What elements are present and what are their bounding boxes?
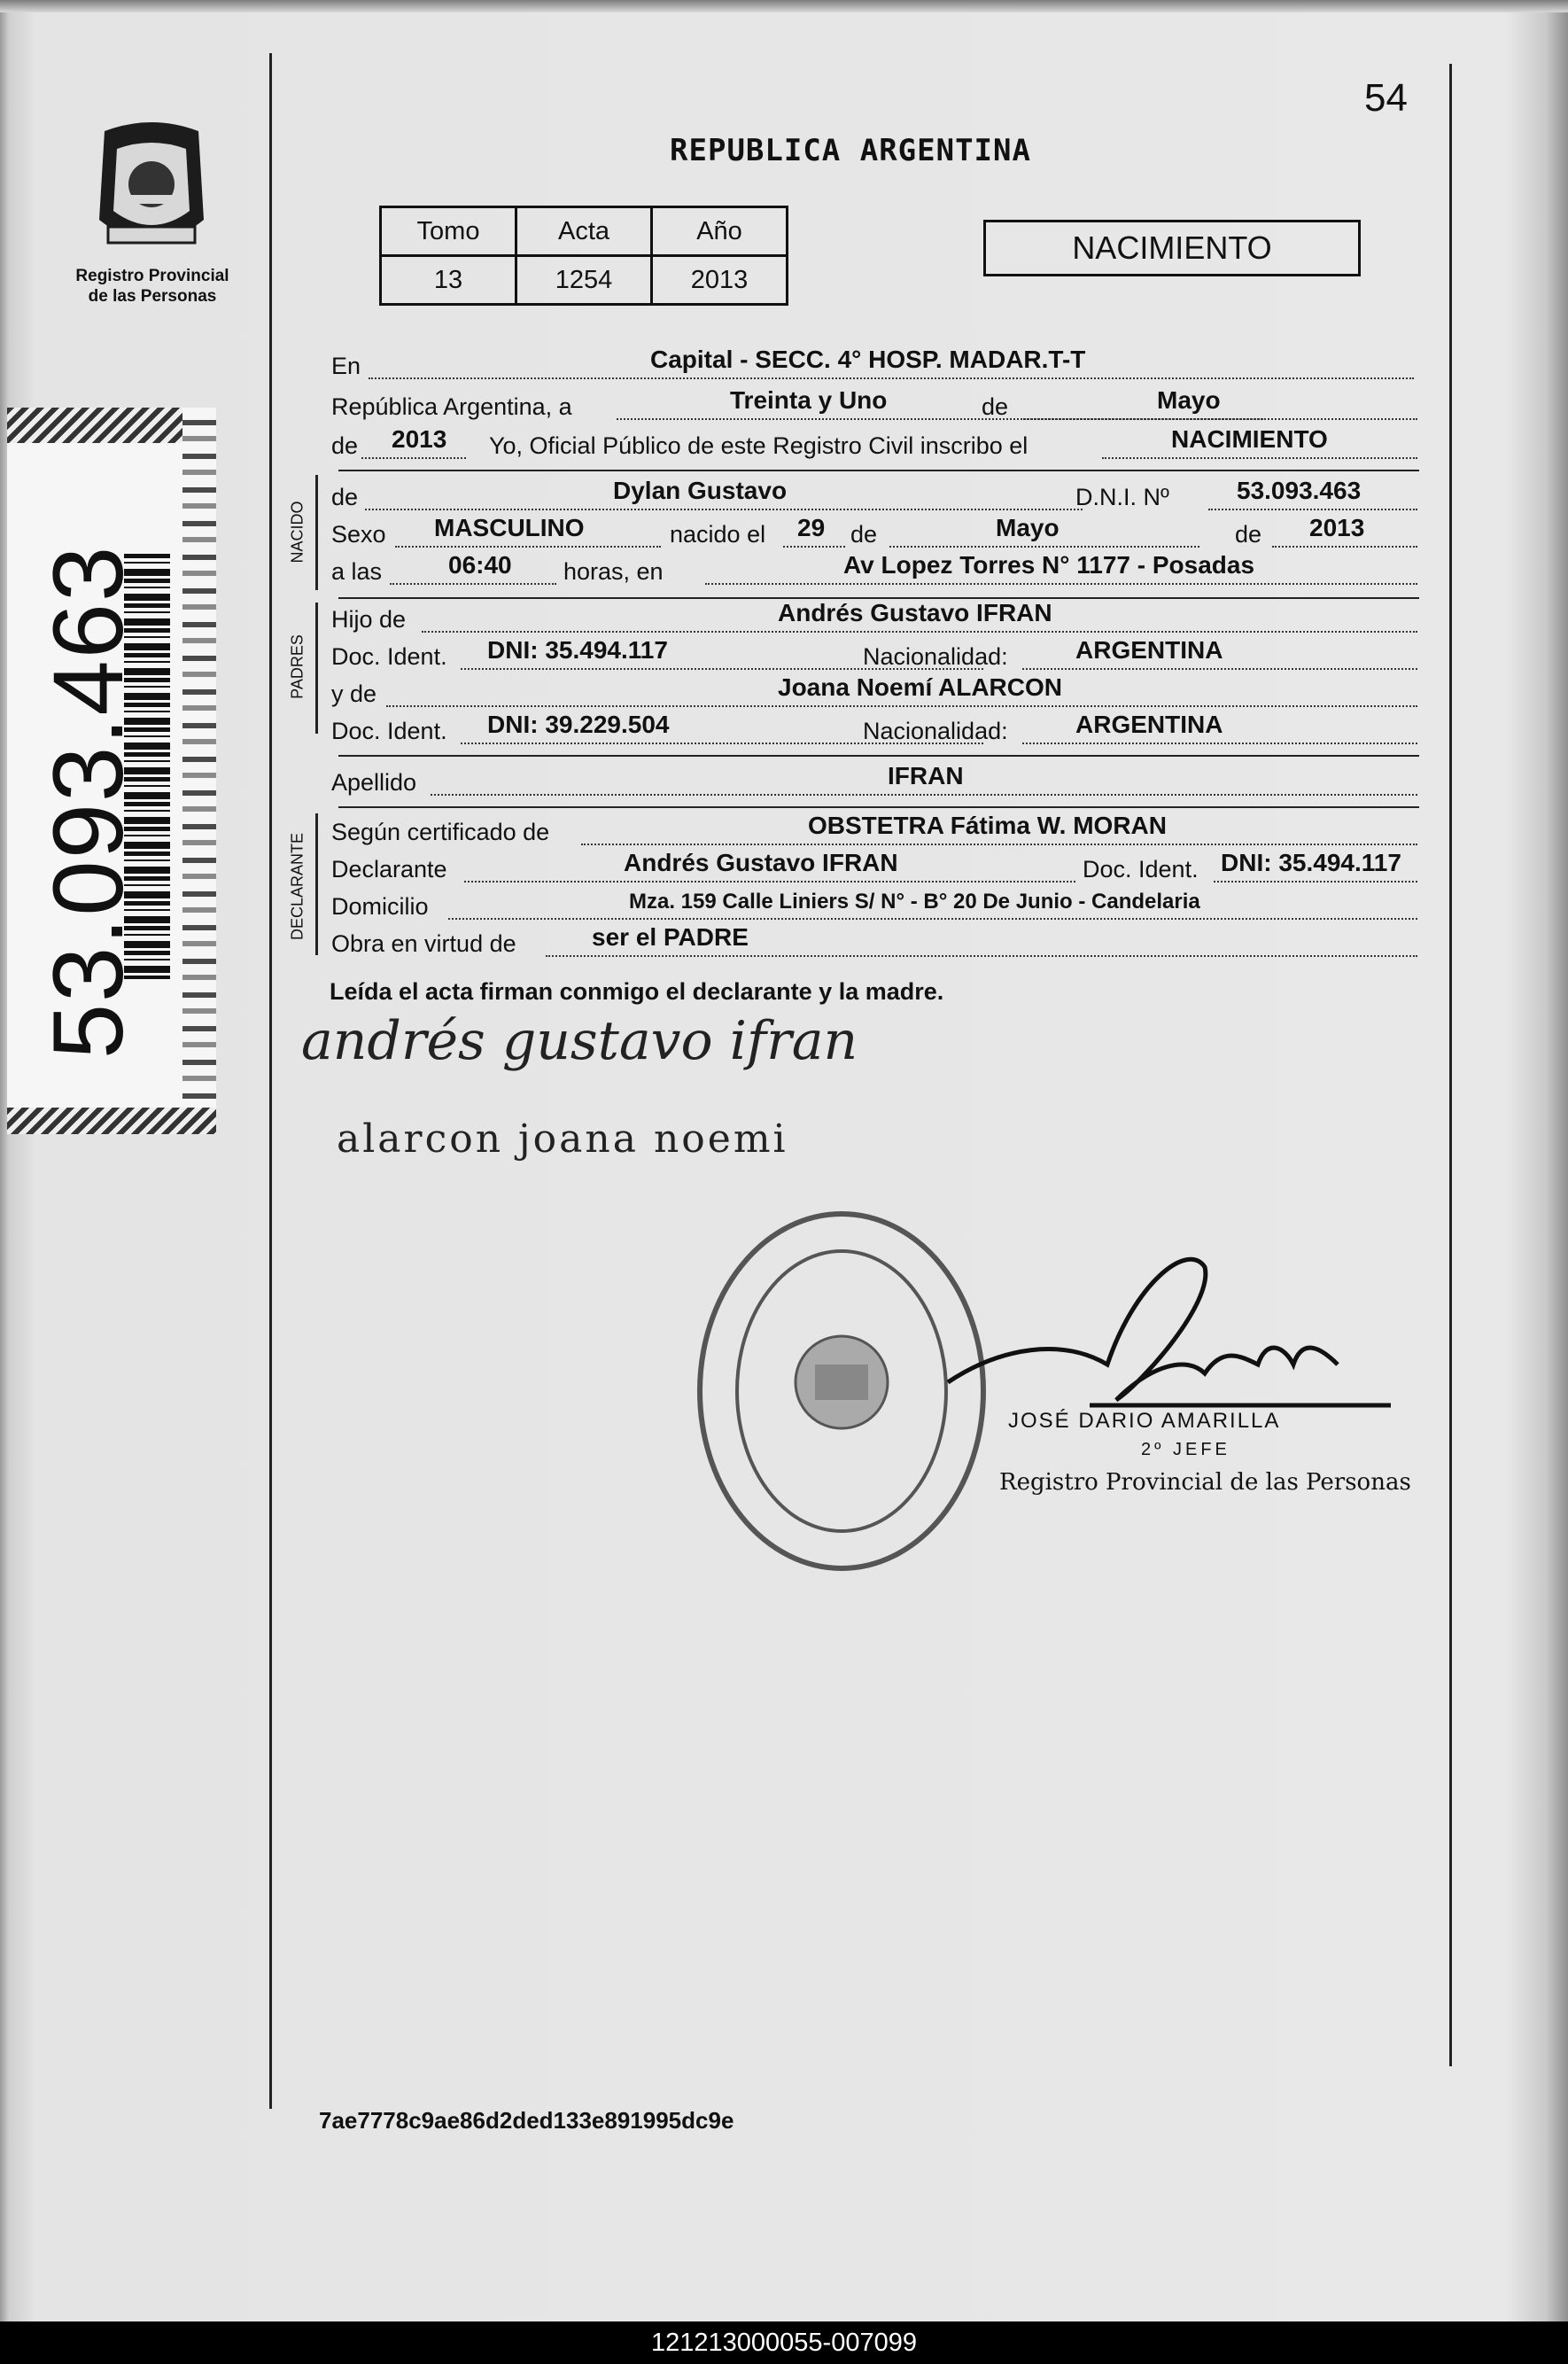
dots <box>889 546 1199 548</box>
header-tomo: Tomo <box>381 207 516 256</box>
value-nacionalidad-madre: ARGENTINA <box>1075 711 1223 738</box>
value-domicilio: Mza. 159 Calle Liniers S/ N° - B° 20 De Junio - Candelaria <box>629 890 1200 914</box>
section-padres: PADRES <box>288 634 307 699</box>
value-apellido: IFRAN <box>888 762 964 789</box>
dots <box>1214 881 1417 883</box>
label-obra: Obra en virtud de <box>331 930 516 957</box>
officer-office: Registro Provincial de las Personas <box>999 1469 1411 1496</box>
label-horas-en: horas, en <box>563 558 664 585</box>
dots <box>448 918 1417 920</box>
footer-id: 121213000055-007099 <box>651 2328 917 2357</box>
label-doc-madre: Doc. Ident. <box>331 718 447 744</box>
record-type-box: NACIMIENTO <box>983 220 1361 276</box>
value-birth-day: 29 <box>797 514 826 541</box>
dots <box>546 955 1417 957</box>
label-dni: D.N.I. Nº <box>1075 484 1169 510</box>
record-table <box>379 206 788 306</box>
divider <box>338 470 1419 471</box>
value-sexo: MASCULINO <box>434 514 585 541</box>
field-sexo <box>331 516 1417 551</box>
value-year: 2013 <box>392 425 447 453</box>
field-hora <box>331 553 1417 588</box>
top-shadow <box>0 0 1568 12</box>
page-number: 54 <box>1364 76 1408 120</box>
field-y-de <box>331 675 1417 711</box>
dots <box>1022 668 1417 670</box>
value-day: Treinta y Uno <box>730 386 888 414</box>
label-hora: a las <box>331 558 383 585</box>
field-doc-madre <box>331 712 1417 748</box>
label-doc-declarante: Doc. Ident. <box>1083 856 1199 883</box>
dots <box>705 583 1417 585</box>
dots <box>1021 418 1417 420</box>
label-de-year: de <box>331 432 359 459</box>
value-doc-madre: DNI: 39.229.504 <box>487 711 670 738</box>
section-declarante: DECLARANTE <box>288 832 307 941</box>
field-apellido <box>331 764 1417 799</box>
header-anio: Año <box>652 207 788 256</box>
sticker-number: 53.093.463 <box>33 544 144 1060</box>
dots <box>386 705 1417 707</box>
field-nombre <box>331 478 1417 514</box>
value-doc-declarante: DNI: 35.494.117 <box>1221 849 1401 876</box>
field-domicilio <box>331 888 1417 923</box>
dots <box>361 457 466 459</box>
label-y-de: y de <box>331 680 377 707</box>
field-declarante <box>331 851 1417 886</box>
officer-name: JOSÉ DARIO AMARILLA <box>1008 1409 1281 1433</box>
divider <box>338 755 1419 757</box>
left-margin-line <box>269 53 272 2109</box>
declarante-line <box>315 813 318 955</box>
officer-signature-icon <box>930 1232 1400 1427</box>
sticker-side-border <box>182 408 216 1134</box>
label-apellido: Apellido <box>331 769 417 796</box>
registry-name <box>53 266 252 307</box>
field-en <box>331 347 1417 383</box>
value-certificado: OBSTETRA Fátima W. MORAN <box>808 812 1167 839</box>
label-hijo-de: Hijo de <box>331 606 407 633</box>
sticker-bottom-border <box>7 1108 216 1134</box>
value-nacionalidad-padre: ARGENTINA <box>1075 636 1223 664</box>
value-hora: 06:40 <box>448 551 512 579</box>
value-inscribed: NACIMIENTO <box>1171 425 1328 453</box>
dots <box>783 546 845 548</box>
label-de-birth-year: de <box>1235 521 1262 548</box>
signature-madre: alarcon joana noemi <box>337 1116 788 1162</box>
dots <box>1102 457 1417 459</box>
registry-seal-icon <box>87 113 216 262</box>
field-year <box>331 427 1417 463</box>
header-acta: Acta <box>516 207 652 256</box>
label-doc-padre: Doc. Ident. <box>331 643 447 670</box>
field-hijo-de <box>331 601 1417 636</box>
section-nacido: NACIDO <box>288 501 307 564</box>
dots <box>422 631 1417 633</box>
field-republica <box>331 388 1417 424</box>
value-birth-year: 2013 <box>1309 514 1365 541</box>
value-acta: 1254 <box>516 256 652 305</box>
label-de-month: de <box>850 521 878 548</box>
value-madre: Joana Noemí ALARCON <box>778 673 1063 701</box>
label-de: de <box>982 393 1009 420</box>
value-declarante: Andrés Gustavo IFRAN <box>624 849 898 876</box>
value-anio: 2013 <box>652 256 788 305</box>
document-hash: 7ae7778c9ae86d2ded133e891995dc9e <box>319 2107 734 2134</box>
dots <box>365 509 1083 510</box>
value-month: Mayo <box>1157 386 1221 414</box>
label-nombre: de <box>331 484 359 510</box>
value-dni: 53.093.463 <box>1237 477 1362 504</box>
closing-statement: Leída el acta firman conmigo el declarante y la madre. <box>330 978 944 1005</box>
field-doc-padre <box>331 638 1417 673</box>
footer-id-bar <box>0 2321 1568 2364</box>
value-padre: Andrés Gustavo IFRAN <box>778 599 1052 626</box>
dots <box>581 844 1417 845</box>
field-obra <box>331 925 1417 960</box>
padres-line <box>315 603 318 734</box>
dots <box>1022 743 1417 744</box>
dots <box>464 881 1075 883</box>
label-nacido-el: nacido el <box>670 521 766 548</box>
dots <box>1208 509 1417 510</box>
label-domicilio: Domicilio <box>331 893 429 920</box>
label-en: En <box>331 353 361 379</box>
value-en: Capital - SECC. 4° HOSP. MADAR.T-T <box>650 346 1086 373</box>
field-certificado <box>331 813 1417 849</box>
inscription-text: Yo, Oficial Público de este Registro Civil inscribo el <box>489 432 1029 459</box>
label-certificado: Según certificado de <box>331 819 550 845</box>
value-tomo: 13 <box>381 256 516 305</box>
divider <box>338 806 1419 808</box>
label-sexo: Sexo <box>331 521 386 548</box>
dots <box>431 794 1417 796</box>
document-title: REPUBLICA ARGENTINA <box>670 133 1031 168</box>
label-nacionalidad-padre: Nacionalidad: <box>863 643 1008 670</box>
officer-role: 2º JEFE <box>1141 1440 1230 1459</box>
dots <box>1272 546 1417 548</box>
registry-line2: de las Personas <box>88 287 217 306</box>
value-birth-month: Mayo <box>996 514 1060 541</box>
registry-line1: Registro Provincial <box>75 267 229 285</box>
label-declarante: Declarante <box>331 856 447 883</box>
dots <box>369 377 1414 379</box>
value-obra: ser el PADRE <box>592 923 749 951</box>
value-lugar: Av Lopez Torres N° 1177 - Posadas <box>843 551 1255 579</box>
dots <box>390 583 556 585</box>
value-nombre: Dylan Gustavo <box>613 477 788 504</box>
value-doc-padre: DNI: 35.494.117 <box>487 636 668 664</box>
nacido-line <box>315 475 318 590</box>
label-nacionalidad-madre: Nacionalidad: <box>863 718 1008 744</box>
label-republica: República Argentina, a <box>331 393 572 420</box>
dots <box>395 546 661 548</box>
signature-declarante: andrés gustavo ifran <box>301 1010 858 1072</box>
right-margin-line <box>1449 64 1452 2066</box>
